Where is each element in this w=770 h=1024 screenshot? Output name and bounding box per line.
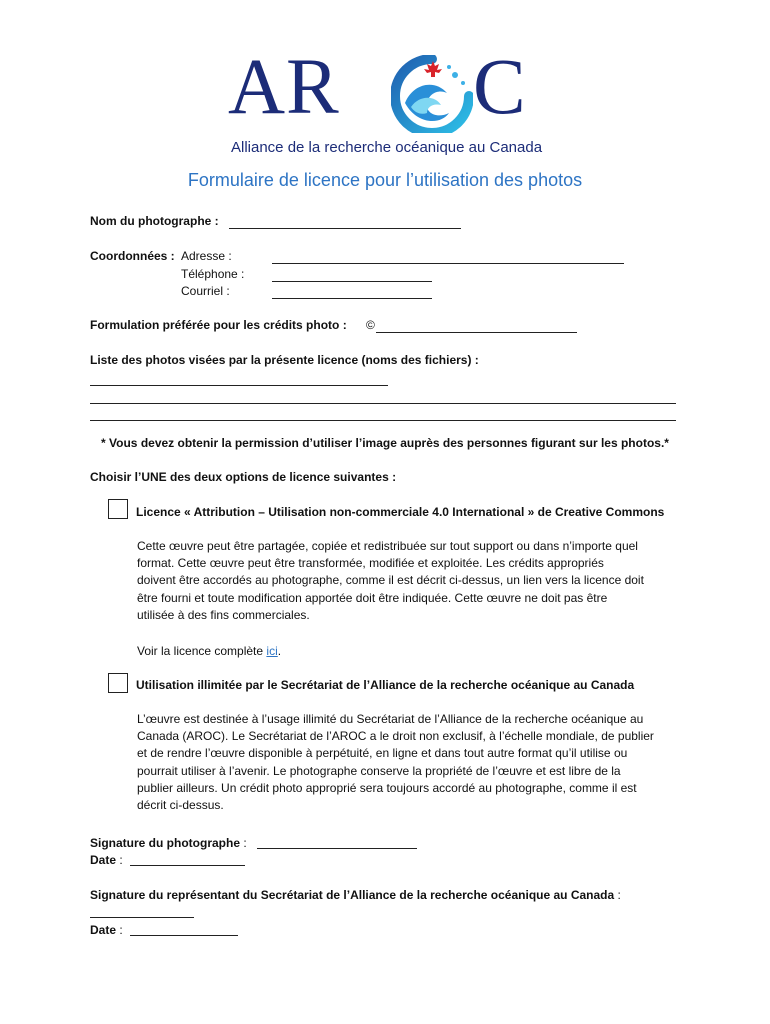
phone-label: Téléphone :	[181, 267, 245, 281]
option-2-checkbox[interactable]	[108, 673, 128, 693]
page-title: Formulaire de licence pour l’utilisation des photos	[187, 170, 583, 190]
email-label: Courriel :	[181, 284, 230, 298]
option-1-title: Licence « Attribution – Utilisation non-commerciale 4.0 International » de Creative Commons	[136, 505, 665, 519]
email-field[interactable]	[272, 298, 432, 299]
rep-signature-field[interactable]	[90, 917, 194, 918]
rep-date-row	[90, 921, 123, 939]
wave-maple-leaf-icon	[391, 55, 473, 133]
option-2-title: Utilisation illimitée par le Secrétariat de l’Alliance de la recherche océanique au Canada	[136, 678, 635, 692]
license-link[interactable]: ici	[266, 644, 278, 658]
option-1-line: format. Cette œuvre peut être transformée, modifiée et exploitée. Les crédits appropriés	[137, 556, 604, 571]
permission-note: * Vous devez obtenir la permission d’utiliser l’image auprès des personnes figurant sur les photos.*	[101, 436, 669, 450]
rep-signature-row	[90, 886, 621, 904]
photographer-signature-label: Signature du photographe	[90, 836, 240, 850]
photos-list-line-2[interactable]	[90, 403, 676, 404]
logo-acronym-ar: AR	[228, 44, 340, 131]
option-2-line: L’œuvre est destinée à l’usage illimité du Secrétariat de l’Alliance de la recherche océanique au	[137, 712, 644, 726]
photographer-date-label: Date	[90, 853, 117, 867]
contact-label: Coordonnées :	[90, 249, 175, 263]
address-field[interactable]	[272, 263, 624, 264]
rep-signature-colon: :	[614, 888, 621, 902]
photographer-date-field[interactable]	[130, 865, 245, 866]
photographer-name-label: Nom du photographe :	[90, 214, 219, 228]
aroc-logo	[228, 45, 568, 165]
photographer-name-field[interactable]	[229, 228, 461, 229]
rep-signature-label: Signature du représentant du Secrétariat de l’Alliance de la recherche océanique au Canada	[90, 888, 615, 902]
credit-label: Formulation préférée pour les crédits photo :	[90, 318, 347, 332]
photographer-signature-row	[90, 834, 247, 852]
photographer-signature-field[interactable]	[257, 848, 417, 849]
copyright-symbol: ©	[366, 318, 375, 332]
option-1-checkbox[interactable]	[108, 499, 128, 519]
photographer-signature-colon: :	[240, 836, 247, 850]
phone-field[interactable]	[272, 281, 432, 282]
photos-list-label: Liste des photos visées par la présente licence (noms des fichiers) :	[90, 353, 479, 367]
option-2-description	[137, 711, 697, 814]
rep-date-colon: :	[116, 923, 123, 937]
photographer-date-colon: :	[116, 853, 123, 867]
rep-date-field[interactable]	[130, 935, 238, 936]
logo-acronym-c: C	[473, 44, 527, 131]
license-link-prefix: Voir la licence complète	[137, 644, 267, 658]
choose-option-label: Choisir l’UNE des deux options de licence suivantes :	[90, 470, 397, 484]
option-2-line: publier ailleurs. Un crédit photo approprié sera toujours accordé au photographe, comme il est	[137, 780, 637, 795]
license-link-suffix: .	[277, 644, 282, 658]
option-2-line: et de rendre l’œuvre disponible à perpétuité, en ligne et dans tout autre format qu’il utilise ou	[137, 746, 628, 761]
option-2-line: décrit ci-dessus.	[137, 798, 224, 813]
rep-date-label: Date	[90, 923, 117, 937]
option-2-line: Canada (AROC). Le Secrétariat de l’AROC a le droit non exclusif, à l’échelle mondiale, de publier	[137, 729, 654, 744]
option-2-line: pourrait utiliser à l’avenir. Le photographe conserve la propriété de l’œuvre et est libre de la	[137, 763, 621, 778]
option-1-line: Cette œuvre peut être partagée, copiée et redistribuée sur tout support ou dans n’importe quel	[137, 539, 638, 553]
option-1-line: utilisée à des fins commerciales.	[137, 607, 310, 622]
option-1-description	[137, 538, 697, 624]
photographer-date-row	[90, 851, 123, 869]
option-1-line: doivent être accordés au photographe, comme il est décrit ci-dessus, un lien vers la licence doit	[137, 573, 644, 588]
license-link-line	[137, 644, 281, 658]
logo-subtitle: Alliance de la recherche océanique au Canada	[231, 139, 543, 156]
address-label: Adresse :	[181, 249, 232, 263]
photos-list-line-1[interactable]	[90, 385, 388, 386]
credit-field[interactable]	[376, 332, 577, 333]
option-1-line: être fourni et toute modification apportée doit être indiquée. Cette œuvre ne doit pas être	[137, 590, 608, 605]
photos-list-line-3[interactable]	[90, 420, 676, 421]
